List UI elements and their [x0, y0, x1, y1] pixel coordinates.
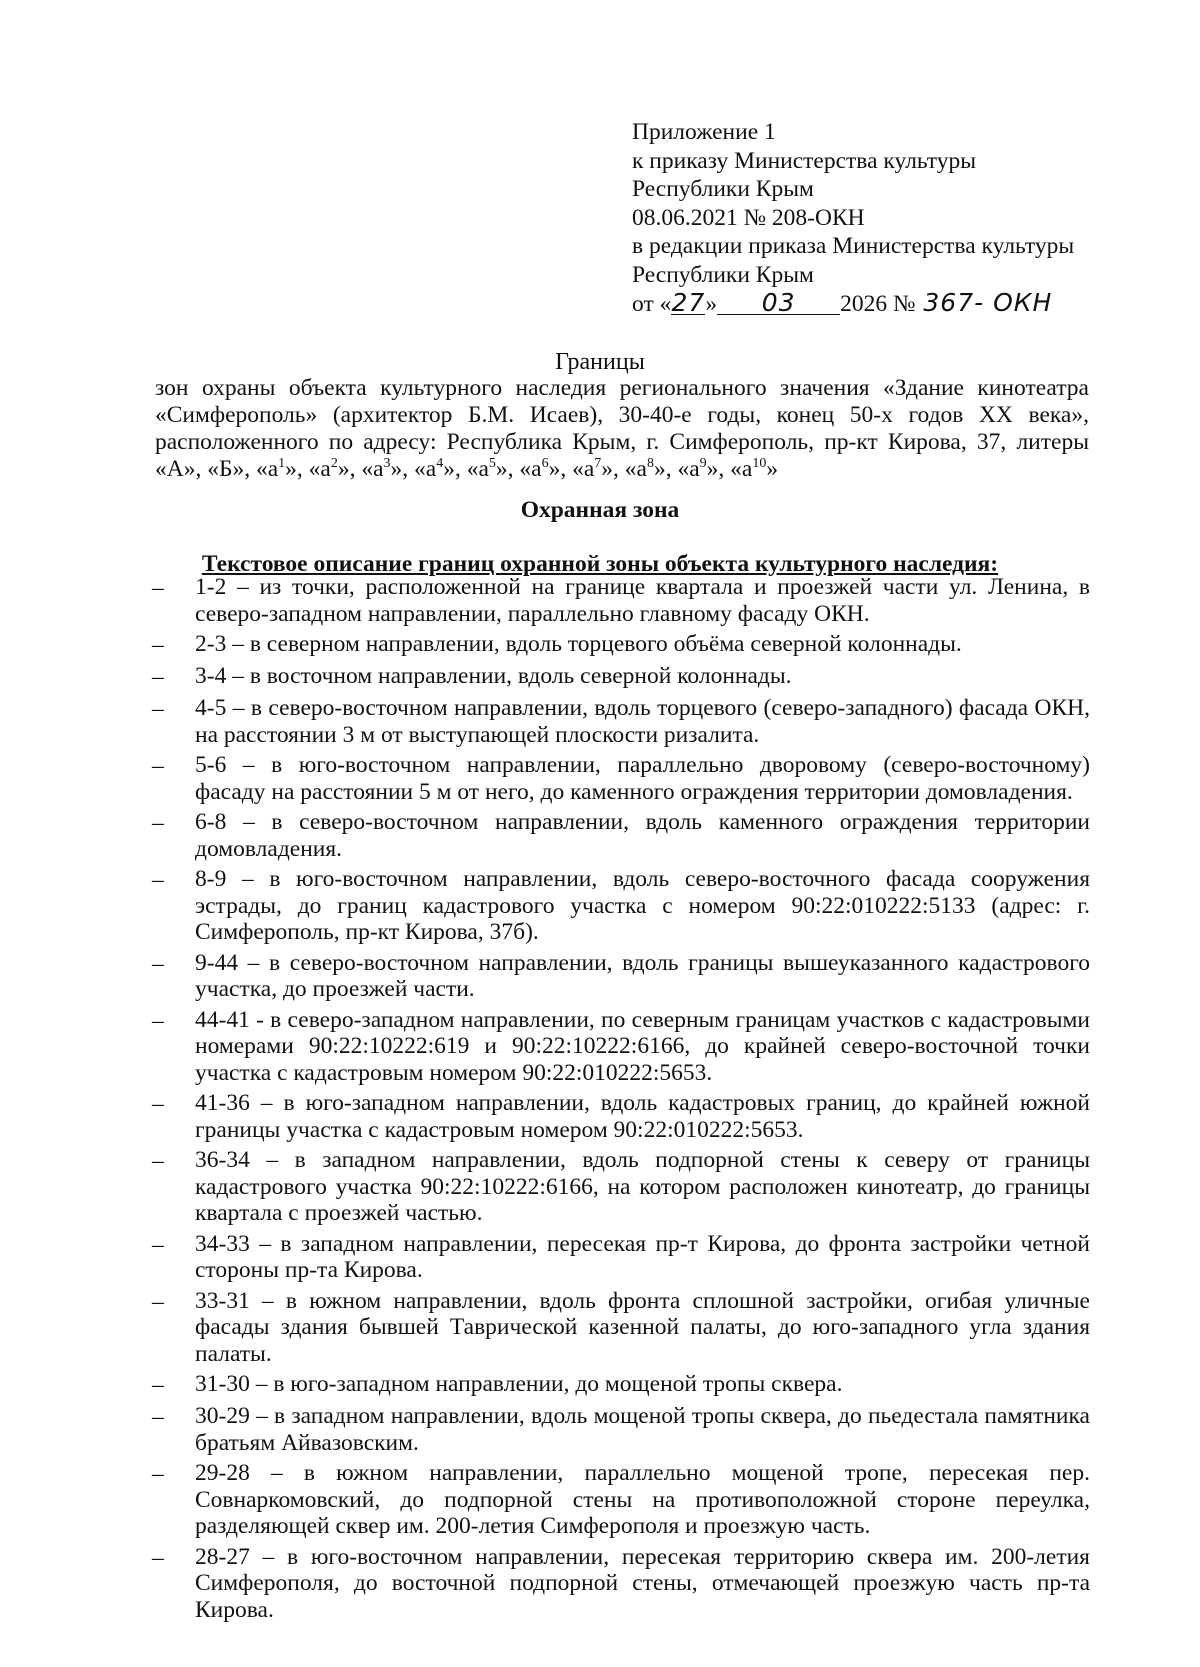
list-item — [150, 695, 1090, 748]
litera-base: «а — [466, 456, 489, 482]
literas-list — [256, 456, 778, 482]
description-heading: Текстовое описание границ охранной зоны объекта культурного наследия: — [201, 551, 999, 577]
bullet-dash: – — [152, 753, 164, 779]
zone-heading: Охранная зона — [520, 497, 680, 523]
bullet-dash: – — [152, 1231, 164, 1258]
list-item-text: 34-33 – в западном направлении, пересекая пр-т Кирова, до фронта застройки четной стороны пр-та Кирова. — [195, 1230, 1090, 1283]
list-item — [150, 1403, 1090, 1456]
date-year: 2026 № — [840, 291, 916, 317]
litera-end: » — [548, 456, 561, 482]
order-reference: к приказу Министерства культуры — [632, 147, 976, 174]
bullet-dash: – — [152, 867, 164, 893]
litera-index: 5 — [488, 456, 496, 472]
litera — [519, 456, 560, 482]
litera-end: » — [443, 456, 455, 482]
litera-base: «а — [308, 456, 331, 482]
litera — [730, 456, 778, 482]
litera-index: 10 — [752, 456, 767, 472]
list-item-text: 41-36 – в юго-западном направлении, вдоль кадастровых границ, до крайней южной границы участка с кадастровым номером 90:22:010222:5653. — [195, 1090, 1090, 1143]
list-item — [150, 809, 1090, 862]
bullet-dash: – — [152, 1091, 164, 1117]
litera — [361, 456, 402, 482]
litera-index: 1 — [278, 456, 286, 472]
litera-separator: , — [718, 456, 731, 482]
list-item-text: 6-8 – в северо-восточном направлении, вдоль каменного ограждения территории домовладения. — [195, 809, 1090, 862]
document-subtitle — [155, 375, 1089, 483]
litera-separator: , — [665, 456, 678, 482]
list-item — [150, 1544, 1090, 1624]
list-item-text: 44-41 - в северо-западном направлении, по северным границам участков с кадастровыми номерами 90:22:10222:619 и 90:22:10222:6166, до крайней северо-восточной точки участка с кадастровым номером 90:22:010222:5653. — [195, 1006, 1090, 1086]
litera-base: «а — [255, 456, 279, 482]
list-item — [150, 631, 1090, 659]
handwritten-order-number: 367- ОКН — [923, 288, 1053, 317]
litera-end: » — [337, 456, 350, 482]
list-item-text: 8-9 – в юго-восточном направлении, вдоль северо-восточного фасада сооружения эстрады, до границ кадастрового участка с номером 90:22:010222:5133 (адрес: г. Симферополь, пр-кт Кирова, 37б). — [195, 866, 1090, 945]
litera-index: 3 — [383, 456, 391, 472]
litera — [625, 456, 666, 482]
handwritten-month: 03 — [761, 288, 796, 317]
list-item — [150, 866, 1090, 946]
litera-index: 4 — [436, 456, 444, 472]
litera-base: «а — [572, 456, 595, 482]
litera — [414, 456, 455, 482]
litera-end: » — [653, 456, 666, 482]
bullet-dash: – — [152, 696, 164, 722]
litera-separator: , — [613, 456, 625, 482]
boundary-description-list — [150, 574, 1090, 1627]
list-item — [150, 1371, 1090, 1399]
date-day-field — [671, 288, 706, 317]
list-item-text: 28-27 – в юго-восточном направлении, пересекая территорию сквера им. 200-летия Симферополя, до восточной подпорной стены, отмечающей проезжую часть пр-та Кирова. — [195, 1543, 1090, 1623]
litera-separator: , — [402, 456, 415, 482]
litera — [677, 456, 718, 482]
litera-separator: , — [454, 456, 467, 482]
litera-base: «а — [730, 456, 753, 482]
litera-separator: , — [349, 456, 362, 482]
bullet-dash: – — [152, 1461, 164, 1487]
bullet-dash: – — [152, 1148, 164, 1174]
litera-index: 2 — [330, 456, 338, 472]
bullet-dash: – — [152, 810, 164, 836]
litera-end: » — [285, 456, 297, 482]
bullet-dash: – — [152, 1544, 164, 1571]
litera-separator: , — [296, 456, 309, 482]
date-month-field — [717, 288, 840, 317]
bullet-dash: – — [152, 575, 164, 601]
litera-end: » — [495, 456, 508, 482]
original-order-date-number: 08.06.2021 № 208-ОКН — [632, 204, 865, 231]
list-item — [150, 1090, 1090, 1143]
list-item — [150, 1288, 1090, 1368]
bullet-dash: – — [152, 1404, 164, 1430]
litera-end: » — [601, 456, 614, 482]
list-item-text: 33-31 – в южном направлении, вдоль фронта сплошной застройки, огибая уличные фасады здания бывшей Таврической казенной палаты, до юго-западного угла здания палаты. — [195, 1287, 1090, 1367]
litera — [467, 456, 508, 482]
document-title: Границы — [555, 349, 645, 375]
bullet-dash: – — [152, 950, 164, 977]
annex-number: Приложение 1 — [632, 119, 776, 145]
litera-index: 9 — [699, 456, 707, 472]
litera-base: «а — [519, 456, 542, 482]
list-item — [150, 1007, 1090, 1087]
bullet-dash: – — [152, 1372, 164, 1398]
list-item — [150, 752, 1090, 805]
list-item — [150, 950, 1090, 1003]
litera-separator: , — [507, 456, 520, 482]
annex-header — [632, 118, 1152, 319]
list-item-text: 4-5 – в северо-восточном направлении, вдоль торцевого (северо-западного) фасада ОКН, на расстоянии 3 м от выступающей плоскости ризалита. — [195, 695, 1090, 748]
list-item-text: 30-29 – в западном направлении, вдоль мощеной тропы сквера, до пьедестала памятника братьям Айвазовским. — [195, 1403, 1090, 1456]
bullet-dash: – — [152, 1288, 164, 1315]
litera-base: «а — [414, 456, 437, 482]
litera-end: » — [706, 456, 719, 482]
bullet-dash: – — [152, 1007, 164, 1034]
date-close-quote: » — [705, 291, 718, 317]
litera-base: «а — [361, 456, 384, 482]
list-item — [150, 574, 1090, 627]
litera-separator: , — [560, 456, 573, 482]
list-item-text: 2-3 – в северном направлении, вдоль торцевого объёма северной колоннады. — [195, 631, 962, 657]
list-item-text: 9-44 – в северо-восточном направлении, вдоль границы вышеуказанного кадастрового участка, до проезжей части. — [195, 949, 1090, 1002]
handwritten-day: 27 — [671, 288, 706, 317]
date-prefix: от « — [632, 291, 672, 317]
bullet-dash: – — [152, 664, 164, 690]
list-item-text: 5-6 – в юго-восточном направлении, параллельно дворовому (северо-восточному) фасаду на расстоянии 5 м от него, до каменного ограждения территории домовладения. — [195, 752, 1090, 805]
list-item — [150, 1460, 1090, 1540]
bullet-dash: – — [152, 632, 164, 658]
list-item — [150, 1147, 1090, 1227]
litera-base: «а — [624, 456, 647, 482]
litera — [309, 456, 350, 482]
litera-end: » — [390, 456, 403, 482]
list-item — [150, 663, 1090, 691]
revision-reference: в редакции приказа Министерства культуры — [632, 233, 1075, 259]
litera — [572, 456, 613, 482]
litera-index: 7 — [594, 456, 602, 472]
list-item-text: 29-28 – в южном направлении, параллельно мощеной тропе, пересекая пер. Совнаркомовский, до подпорной стены на противоположной стороне переулка, разделяющей сквер им. 200-летия Симферополя и проезжую часть. — [195, 1460, 1090, 1539]
ministry-region: Республики Крым — [632, 176, 814, 202]
list-item-text: 1-2 – из точки, расположенной на границе квартала и проезжей части ул. Ленина, в северо-западном направлении, параллельно главному фасаду ОКН. — [195, 574, 1090, 627]
list-item — [150, 1231, 1090, 1284]
litera-index: 8 — [646, 456, 654, 472]
litera-index: 6 — [541, 456, 549, 472]
revision-date-line — [632, 289, 1152, 319]
list-item-text: 31-30 – в юго-западном направлении, до мощеной тропы сквера. — [195, 1371, 843, 1397]
revision-ministry-region: Республики Крым — [632, 261, 814, 288]
litera — [256, 456, 297, 482]
subtitle-text: зон охраны объекта культурного наследия регионального значения «Здание кинотеатра «Симферополь» (архитектор Б.М. Исаев), 30-40-е годы, конец 50-х годов XX века», расположенного по адресу: Республика Крым, г. Симферополь, пр-кт Кирова, 37, литеры «А», «Б», — [155, 375, 1089, 482]
list-item-text: 3-4 – в восточном направлении, вдоль северной колоннады. — [195, 663, 792, 689]
litera-base: «а — [677, 456, 700, 482]
list-item-text: 36-34 – в западном направлении, вдоль подпорной стены к северу от границы кадастрового участка 90:22:10222:6166, на котором расположен кинотеатр, до границы квартала с проезжей частью. — [195, 1147, 1090, 1226]
litera-end: » — [766, 456, 779, 482]
